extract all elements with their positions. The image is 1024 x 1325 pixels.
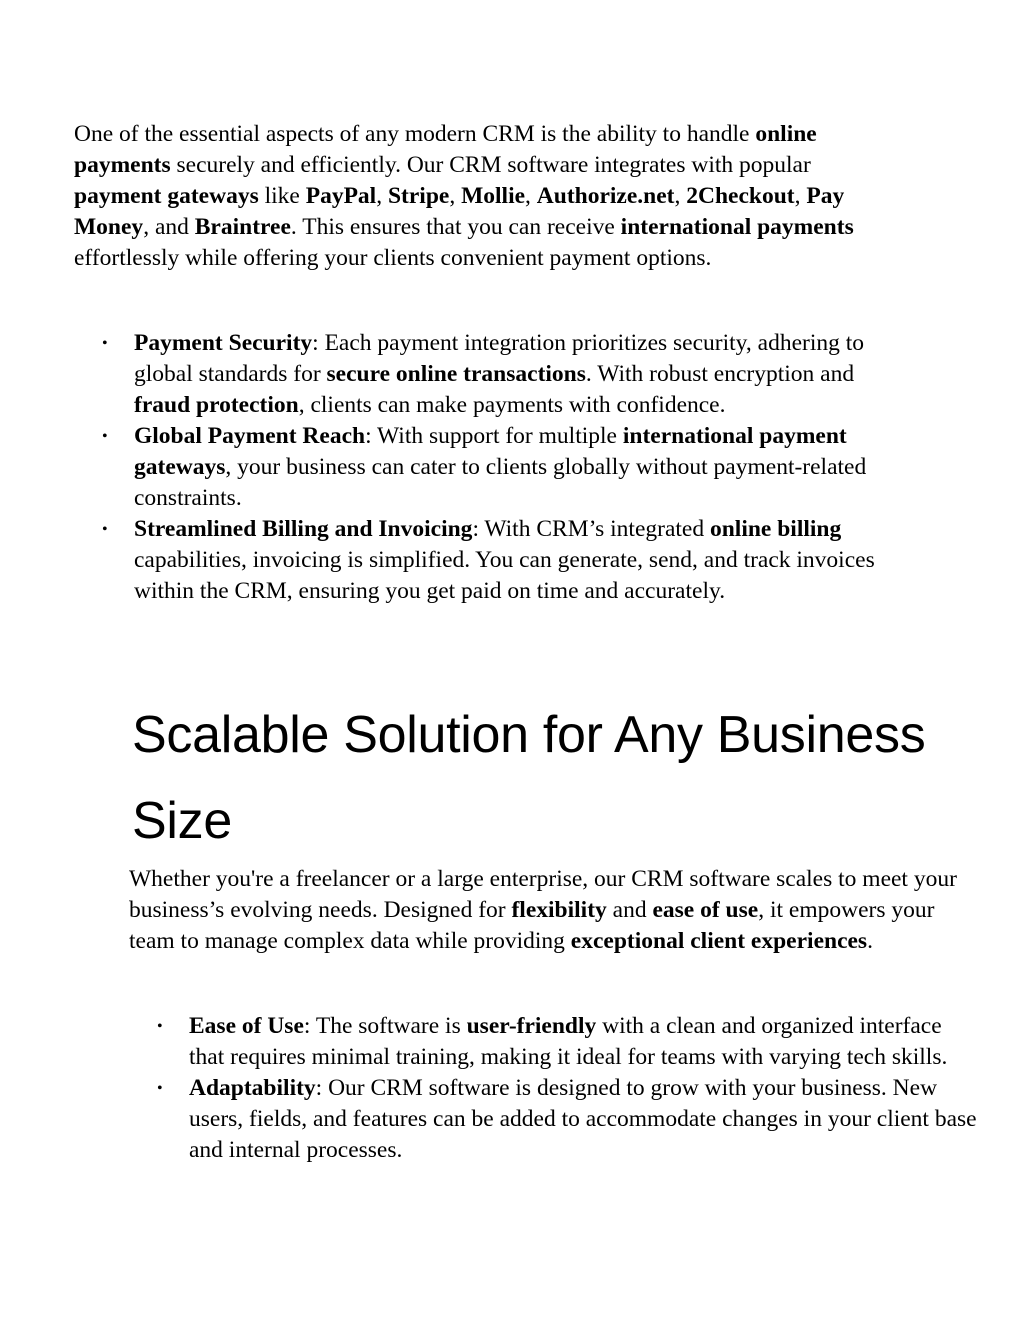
intro-text: , bbox=[449, 183, 462, 209]
intro-text: One of the essential aspects of any modern CRM is the ability to handle bbox=[74, 121, 756, 147]
feature-text: , clients can make payments with confidence. bbox=[298, 392, 726, 418]
section-heading: Scalable Solution for Any Business Size bbox=[132, 706, 926, 850]
intro-bold-authorize-net: Authorize.net bbox=[536, 183, 675, 209]
bullet-icon: • bbox=[102, 335, 108, 352]
feature-title: Global Payment Reach bbox=[134, 423, 366, 449]
scalable-bold-client-experiences: exceptional client experiences bbox=[570, 928, 868, 954]
scalable-text: , it empowers your team to manage complex data while providing bbox=[129, 897, 935, 954]
scalable-features-list bbox=[157, 1011, 979, 1166]
feature-bold: fraud protection bbox=[134, 392, 299, 418]
intro-bold-payment-gateways: payment gateways bbox=[74, 183, 259, 209]
intro-bold-2checkout: 2Checkout bbox=[686, 183, 795, 209]
feature-text: : Each payment integration prioritizes security, adhering to global standards for bbox=[134, 330, 865, 387]
feature-text: with a clean and organized interface that requires minimal training, making it ideal for teams with varying tech skills. bbox=[189, 1013, 948, 1070]
intro-bold-international-payments: international payments bbox=[620, 214, 854, 240]
feature-text: . With robust encryption and bbox=[585, 361, 855, 387]
feature-text: , your business can cater to clients globally without payment-related constraints. bbox=[134, 454, 867, 511]
scalable-text: . bbox=[867, 928, 873, 954]
intro-text: securely and efficiently. Our CRM software integrates with popular bbox=[170, 152, 811, 178]
feature-bold: online billing bbox=[709, 516, 842, 542]
feature-title: Ease of Use bbox=[189, 1013, 304, 1039]
intro-text: effortlessly while offering your clients convenient payment options. bbox=[74, 245, 712, 271]
intro-text: , bbox=[794, 183, 807, 209]
intro-bold-paypal: PayPal bbox=[305, 183, 377, 209]
payment-features-list bbox=[102, 328, 904, 607]
feature-text: : With support for multiple bbox=[365, 423, 623, 449]
bullet-icon: • bbox=[102, 428, 108, 445]
scalable-paragraph bbox=[129, 864, 979, 957]
list-item-adaptability bbox=[157, 1073, 979, 1166]
intro-bold-braintree: Braintree bbox=[194, 214, 291, 240]
scalable-text: and bbox=[606, 897, 653, 923]
feature-text: : Our CRM software is designed to grow with your business. New users, fields, and features can be added to accommodate changes in your client base and internal processes. bbox=[189, 1075, 977, 1163]
list-item-payment-security bbox=[102, 328, 904, 421]
feature-title: Adaptability bbox=[189, 1075, 316, 1101]
intro-text: like bbox=[258, 183, 306, 209]
intro-bold-stripe: Stripe bbox=[387, 183, 450, 209]
intro-bold-pay-money: Pay Money bbox=[74, 183, 845, 240]
list-item-global-payment-reach bbox=[102, 421, 904, 514]
list-item-ease-of-use bbox=[157, 1011, 979, 1073]
scalable-bold-ease-of-use: ease of use bbox=[652, 897, 759, 923]
intro-text: , bbox=[376, 183, 388, 209]
bullet-icon: • bbox=[157, 1018, 163, 1035]
feature-text: : The software is bbox=[303, 1013, 467, 1039]
scalable-bold-flexibility: flexibility bbox=[511, 897, 607, 923]
feature-bold: international payment gateways bbox=[134, 423, 847, 480]
intro-text: , bbox=[525, 183, 537, 209]
intro-paragraph bbox=[74, 119, 894, 274]
intro-bold-online-payments: online payments bbox=[74, 121, 817, 178]
intro-text: , bbox=[674, 183, 687, 209]
feature-text: : With CRM’s integrated bbox=[472, 516, 710, 542]
bullet-icon: • bbox=[157, 1080, 163, 1097]
feature-title: Payment Security bbox=[134, 330, 313, 356]
feature-bold: secure online transactions bbox=[326, 361, 586, 387]
intro-text: . This ensures that you can receive bbox=[290, 214, 621, 240]
list-item-streamlined-billing bbox=[102, 514, 904, 607]
intro-bold-mollie: Mollie bbox=[461, 183, 526, 209]
feature-bold: user-friendly bbox=[466, 1013, 597, 1039]
feature-title: Streamlined Billing and Invoicing bbox=[134, 516, 473, 542]
scalable-text: Whether you're a freelancer or a large enterprise, our CRM software scales to meet your business’s evolving needs. Designed for bbox=[129, 866, 957, 923]
bullet-icon: • bbox=[102, 521, 108, 538]
feature-text: capabilities, invoicing is simplified. You can generate, send, and track invoices within the CRM, ensuring you get paid on time and accurately. bbox=[134, 547, 875, 604]
intro-text: , and bbox=[143, 214, 195, 240]
